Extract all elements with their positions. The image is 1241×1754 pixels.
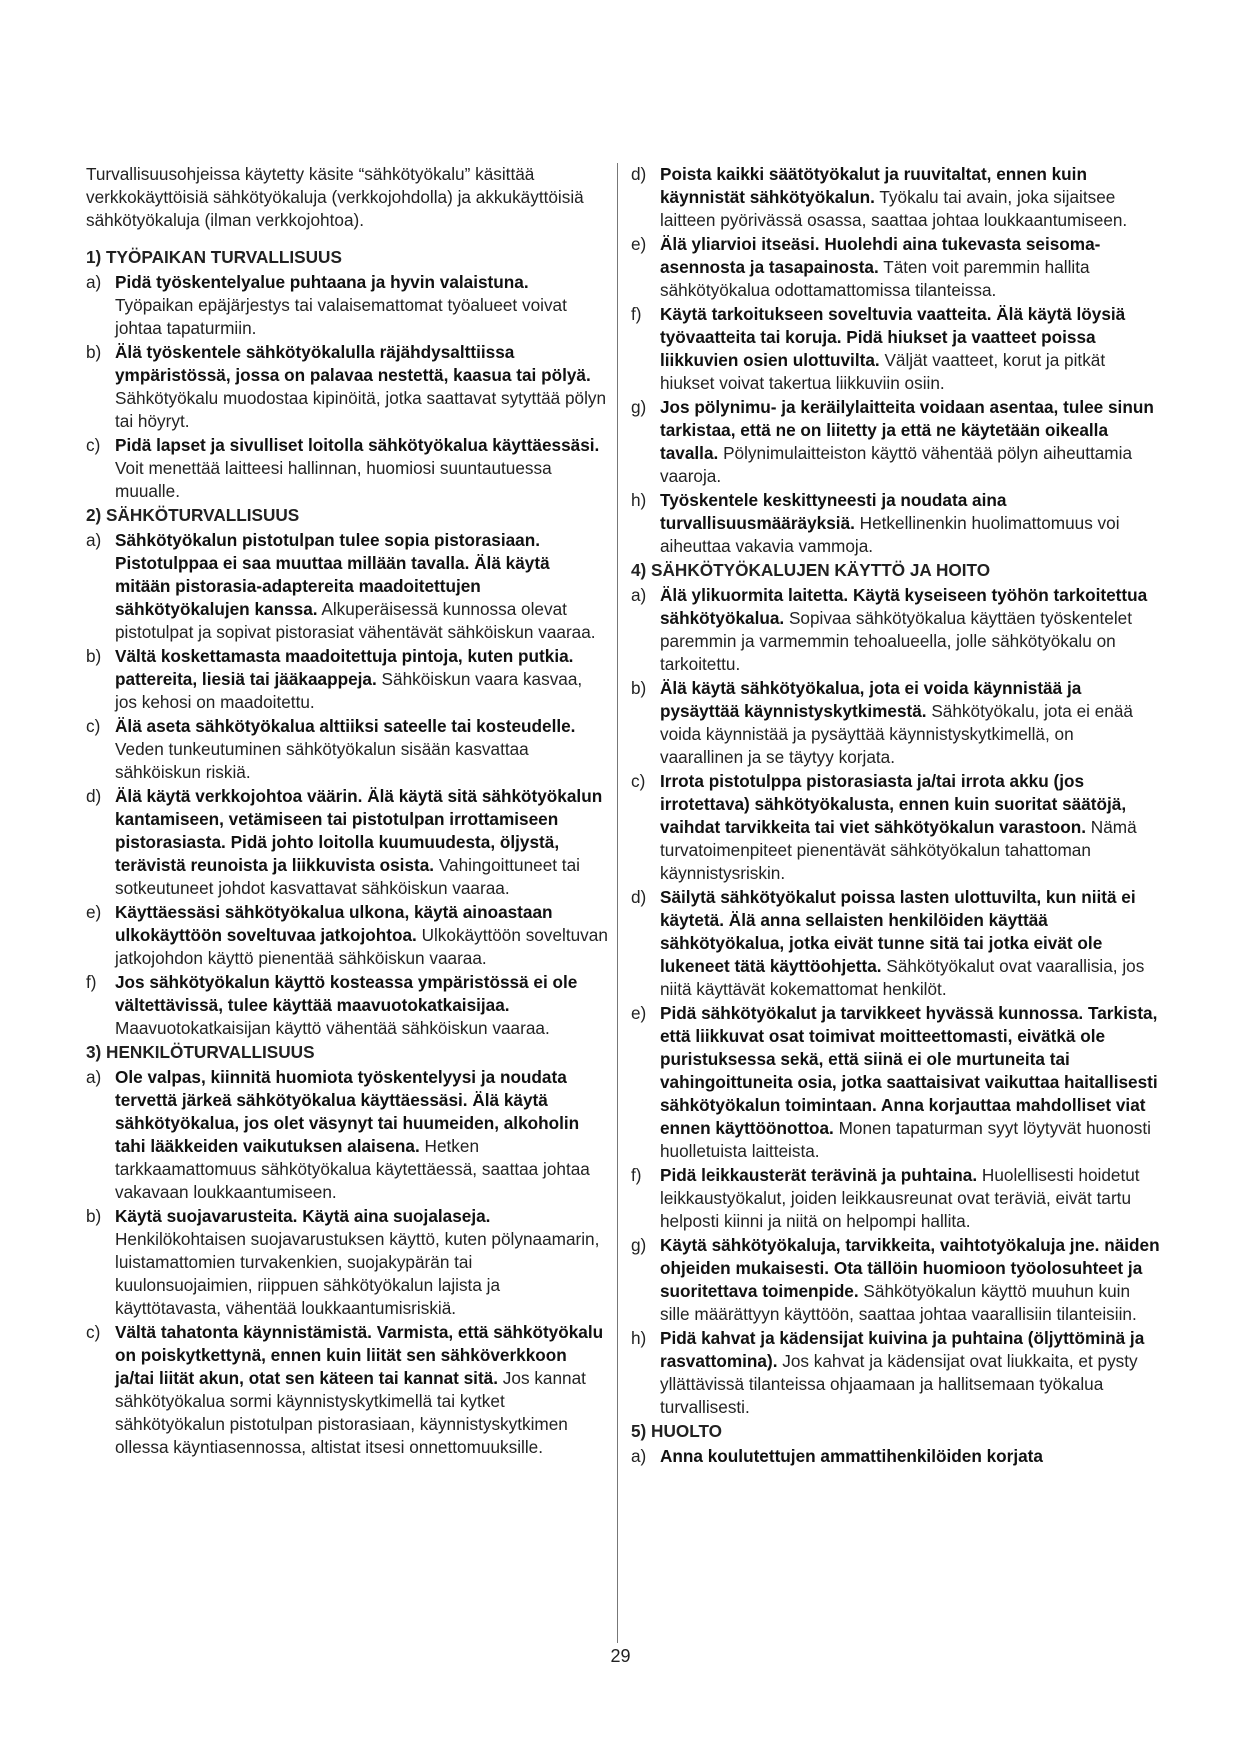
list-item: e) Käyttäessäsi sähkötyökalua ulkona, käytä ainoastaan ulkokäyttöön soveltuvaa jatkojohtoa. Ulkokäyttöön soveltuvan jatkojohdon käyttö pienentää sähköiskun vaaraa. [86, 902, 608, 968]
intro-paragraph: Turvallisuusohjeissa käytetty käsite “sähkötyökalu” käsittää verkkokäyttöisiä sähkötyökaluja (verkkojohdolla) ja akkukäyttöisiä sähkötyökaluja (ilman verkkojohtoa). [86, 164, 584, 230]
list-item: d) Poista kaikki säätötyökalut ja ruuvitaltat, ennen kuin käynnistät sähkötyökalun. Työkalu tai avain, joka sijaitsee laitteen pyörivässä osassa, saattaa johtaa loukkaantumiseen. [631, 164, 1128, 230]
list-item: a) Älä ylikuormita laitetta. Käytä kyseiseen työhön tarkoitettua sähkötyökalua. Sopivaa sähkötyökalua käyttäen työskentelet paremmin ja varmemmin tehoalueella, jolle sähkötyökalu on tarkoitettu. [631, 585, 1148, 674]
section-heading-3: 3) HENKILÖTURVALLISUUS [86, 1042, 315, 1062]
section-heading-4: 4) SÄHKÖTYÖKALUJEN KÄYTTÖ JA HOITO [631, 560, 991, 580]
right-column [631, 163, 1161, 1469]
column-divider [617, 163, 618, 1643]
list-item: c) Älä aseta sähkötyökalua alttiiksi sateelle tai kosteudelle. Veden tunkeutuminen sähkötyökalun sisään kasvattaa sähköiskun riskiä. [86, 716, 576, 782]
list-item: c) Vältä tahatonta käynnistämistä. Varmista, että sähkötyökalu on poiskytkettynä, ennen kuin liität sen sähköverkkoon ja/tai liität akun, otat sen käteen tai kannat sitä. Jos kannat sähkötyökalua sormi käynnistyskytkimellä tai kytket sähkötyökalun pistotulpan pistorasiaan, käynnistyskytkimen ollessa käyntiasennossa, altistat itsesi onnettomuuksille. [86, 1322, 604, 1457]
section-heading-1: 1) TYÖPAIKAN TURVALLISUUS [86, 247, 342, 267]
section-heading-5: 5) HUOLTO [631, 1421, 723, 1441]
page-number: 29 [610, 1646, 631, 1666]
list-item: g) Käytä sähkötyökaluja, tarvikkeita, vaihtotyökaluja jne. näiden ohjeiden mukaisesti. Ota tällöin huomioon työolosuhteet ja suoritettava toimenpide. Sähkötyökalun käyttö muuhun kuin sille määrättyyn käyttöön, saattaa johtaa vaarallisiin tilanteisiin. [631, 1235, 1160, 1324]
list-item: e) Pidä sähkötyökalut ja tarvikkeet hyvässä kunnossa. Tarkista, että liikkuvat osat toimivat moitteettomasti, eivätkä ole puristuksessa sekä, että siinä ei ole murtuneita tai vahingoittuneita osia, jotka saattaisivat vaikuttaa haitallisesti sähkötyökalun toimintaan. Anna korjauttaa mahdolliset viat ennen käyttöönottoa. Monen tapaturman syyt löytyvät huonosti huolletuista laitteista. [631, 1003, 1158, 1161]
list-item: g) Jos pölynimu- ja keräilylaitteita voidaan asentaa, tulee sinun tarkistaa, että ne on liitetty ja että ne käytetään oikealla tavalla. Pölynimulaitteiston käyttö vähentää pölyn aiheuttamia vaaroja. [631, 397, 1154, 486]
list-item: a) Sähkötyökalun pistotulpan tulee sopia pistorasiaan. Pistotulppaa ei saa muuttaa millään tavalla. Älä käytä mitään pistorasia-adaptereita maadoitettujen sähkötyökalujen kanssa. Alkuperäisessä kunnossa olevat pistotulpat ja sopivat pistorasiat vähentävät sähköiskun vaaraa. [86, 530, 596, 642]
list-item: b) Käytä suojavarusteita. Käytä aina suojalaseja. Henkilökohtaisen suojavarustuksen käyttö, kuten pölynaamarin, luistamattomien turvakenkien, suojakypärän tai kuulonsuojaimien, riippuen sähkötyökalun lajista ja käyttötavasta, vähentää loukkaantumisriskiä. [86, 1206, 600, 1318]
list-item: f) Jos sähkötyökalun käyttö kosteassa ympäristössä ei ole vältettävissä, tulee käyttää maavuotokatkaisijaa. Maavuotokatkaisijan käyttö vähentää sähköiskun vaaraa. [86, 972, 578, 1038]
list-item: f) Käytä tarkoitukseen soveltuvia vaatteita. Älä käytä löysiä työvaatteita tai koruja. Pidä hiukset ja vaatteet poissa liikkuvien osien ulottuvilta. Väljät vaatteet, korut ja pitkät hiukset voivat takertua liikkuviin osiin. [631, 304, 1126, 393]
left-column [86, 163, 608, 1460]
list-item: d) Älä käytä verkkojohtoa väärin. Älä käytä sitä sähkötyökalun kantamiseen, vetämiseen tai pistotulpan irrottamiseen pistorasiasta. Pidä johto loitolla kuumuudesta, öljystä, terävistä reunoista ja liikkuvista osista. Vahingoittuneet tai sotkeutuneet johdot kasvattavat sähköiskun vaaraa. [86, 786, 603, 898]
section-heading-2: 2) SÄHKÖTURVALLISUUS [86, 505, 300, 525]
list-item: a) Pidä työskentelyalue puhtaana ja hyvin valaistuna. Työpaikan epäjärjestys tai valaisemattomat työalueet voivat johtaa tapaturmiin. [86, 272, 567, 338]
list-item: c) Irrota pistotulppa pistorasiasta ja/tai irrota akku (jos irrotettava) sähkötyökalusta, ennen kuin suoritat säätöjä, vaihdat tarvikkeita tai viet sähkötyökalun varastoon. Nämä turvatoimenpiteet pienentävät sähkötyökalun tahattoman käynnistysriskin. [631, 771, 1137, 883]
list-item: b) Vältä koskettamasta maadoitettuja pintoja, kuten putkia. pattereita, liesiä tai jääkaappeja. Sähköiskun vaara kasvaa, jos kehosi on maadoitettu. [86, 646, 583, 712]
list-item: h) Pidä kahvat ja kädensijat kuivina ja puhtaina (öljyttöminä ja rasvattomina). Jos kahvat ja kädensijat ovat liukkaita, et pysty yllättävissä tilanteissa ohjaamaan ja hallitsemaan työkalua turvallisesti. [631, 1328, 1145, 1417]
list-item: d) Säilytä sähkötyökalut poissa lasten ulottuvilta, kun niitä ei käytetä. Älä anna sellaisten henkilöiden käyttää sähkötyökalua, jotka eivät tunne sitä tai jotka eivät ole lukeneet tätä käyttöohjetta. Sähkötyökalut ovat vaarallisia, jos niitä käyttävät kokemattomat henkilöt. [631, 887, 1145, 999]
list-item: c) Pidä lapset ja sivulliset loitolla sähkötyökalua käyttäessäsi. Voit menettää laitteesi hallinnan, huomiosi suuntautuessa muualle. [86, 435, 600, 501]
list-item: f) Pidä leikkausterät terävinä ja puhtaina. Huolellisesti hoidetut leikkaustyökalut, joiden leikkausreunat ovat teräviä, eivät tartu helposti kiinni ja niitä on helpompi hallita. [631, 1165, 1140, 1231]
list-item: b) Älä työskentele sähkötyökalulla räjähdysalttiissa ympäristössä, jossa on palavaa nestettä, kaasua tai pölyä. Sähkötyökalu muodostaa kipinöitä, jotka saattavat sytyttää pölyn tai höyryt. [86, 342, 607, 431]
list-item: e) Älä yliarvioi itseäsi. Huolehdi aina tukevasta seisoma-asennosta ja tasapainosta. Täten voit paremmin hallita sähkötyökalua odottamattomissa tilanteissa. [631, 234, 1101, 300]
list-item: h) Työskentele keskittyneesti ja noudata aina turvallisuusmääräyksiä. Hetkellinenkin huolimattomuus voi aiheuttaa vakavia vammoja. [631, 490, 1120, 556]
list-item: a) Ole valpas, kiinnitä huomiota työskentelyysi ja noudata tervettä järkeä sähkötyökalua käyttäessäsi. Älä käytä sähkötyökalua, jos olet väsynyt tai huumeiden, alkoholin tahi lääkkeiden vaikutuksen alaisena. Hetken tarkkaamattomuus sähkötyökalua käytettäessä, saattaa johtaa vakavaan loukkaantumiseen. [86, 1067, 590, 1202]
list-item: b) Älä käytä sähkötyökalua, jota ei voida käynnistää ja pysäyttää käynnistyskytkimestä. Sähkötyökalu, jota ei enää voida käynnistää ja pysäyttää käynnistyskytkimellä, on vaarallinen ja se täytyy korjata. [631, 678, 1133, 767]
list-item: a) Anna koulutettujen ammattihenkilöiden korjata [631, 1446, 1043, 1466]
